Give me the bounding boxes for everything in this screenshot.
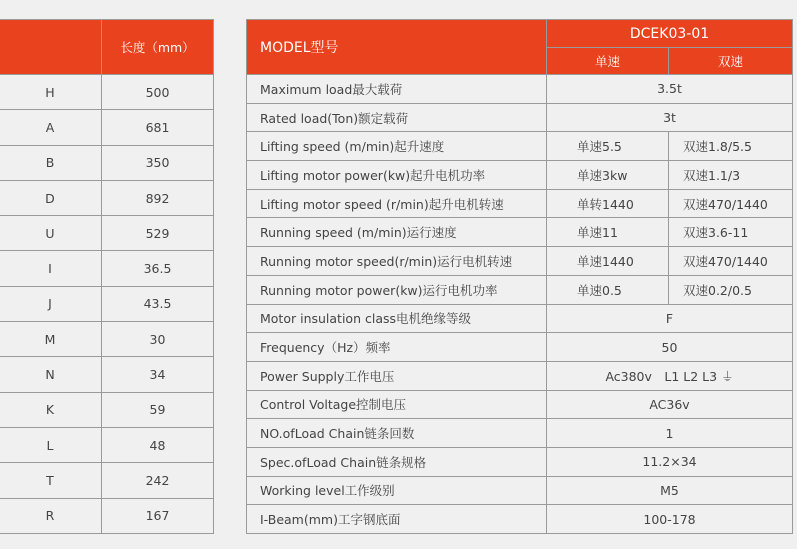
table-row — [0, 145, 214, 180]
dimension-code: T — [0, 463, 102, 498]
single-speed-value: 单速5.5 — [547, 132, 669, 161]
spec-value: Ac380v L1 L2 L3 ⏚ — [547, 361, 793, 390]
dimension-code: M — [0, 322, 102, 357]
length-value: 36.5 — [102, 251, 214, 286]
table-row — [247, 304, 793, 333]
table-row — [247, 275, 793, 304]
spec-label: Lifting motor speed (r/min)起升电机转速 — [247, 189, 547, 218]
length-value: 681 — [102, 110, 214, 145]
dimension-code: K — [0, 392, 102, 427]
table-row — [247, 103, 793, 132]
table-row — [247, 419, 793, 448]
length-value: 48 — [102, 427, 214, 462]
table-row — [247, 218, 793, 247]
double-speed-value: 双速470/1440 — [669, 189, 793, 218]
spec-label: Working level工作级别 — [247, 476, 547, 505]
spec-label: Running motor power(kw)运行电机功率 — [247, 275, 547, 304]
table-row — [247, 476, 793, 505]
table-row — [247, 447, 793, 476]
spec-value: F — [547, 304, 793, 333]
dimension-code: D — [0, 180, 102, 215]
spec-value: AC36v — [547, 390, 793, 419]
single-speed-value: 单转1440 — [547, 189, 669, 218]
spec-value: 11.2×34 — [547, 447, 793, 476]
dimension-code: B — [0, 145, 102, 180]
dimension-code: I — [0, 251, 102, 286]
spec-label: Frequency（Hz）频率 — [247, 333, 547, 362]
length-value: 892 — [102, 180, 214, 215]
double-speed-value: 双速1.8/5.5 — [669, 132, 793, 161]
double-speed-value: 双速470/1440 — [669, 247, 793, 276]
table-row — [247, 75, 793, 104]
length-value: 43.5 — [102, 286, 214, 321]
table-row — [0, 357, 214, 392]
spec-table — [246, 19, 793, 534]
table-row — [0, 322, 214, 357]
spec-label: Lifting motor power(kw)起升电机功率 — [247, 161, 547, 190]
length-value: 59 — [102, 392, 214, 427]
spec-value: 1 — [547, 419, 793, 448]
table-row — [0, 392, 214, 427]
dimension-code: L — [0, 427, 102, 462]
table-row — [0, 463, 214, 498]
single-speed-value: 单速11 — [547, 218, 669, 247]
dimension-code: J — [0, 286, 102, 321]
double-speed-value: 双速1.1/3 — [669, 161, 793, 190]
double-speed-header: 双速 — [669, 48, 793, 75]
single-speed-value: 单速1440 — [547, 247, 669, 276]
double-speed-value: 双速0.2/0.5 — [669, 275, 793, 304]
table-row — [247, 390, 793, 419]
table-row — [0, 427, 214, 462]
single-speed-header: 单速 — [547, 48, 669, 75]
table-row — [0, 180, 214, 215]
spec-value: 100-178 — [547, 505, 793, 534]
dimension-code: N — [0, 357, 102, 392]
table-row — [0, 75, 214, 110]
dimension-code: R — [0, 498, 102, 533]
spec-label: Running speed (m/min)运行速度 — [247, 218, 547, 247]
table-row — [0, 216, 214, 251]
spec-label: Rated load(Ton)额定载荷 — [247, 103, 547, 132]
dimension-code: U — [0, 216, 102, 251]
table-row — [247, 161, 793, 190]
table-row — [247, 189, 793, 218]
model-label: MODEL型号 — [247, 20, 547, 75]
single-speed-value: 单速0.5 — [547, 275, 669, 304]
table-row — [0, 498, 214, 533]
length-value: 30 — [102, 322, 214, 357]
length-value: 350 — [102, 145, 214, 180]
dimension-header-blank — [0, 20, 102, 75]
length-header: 长度（mm） — [102, 20, 214, 75]
dimension-table — [0, 19, 214, 534]
spec-label: Spec.ofLoad Chain链条规格 — [247, 447, 547, 476]
table-row — [247, 247, 793, 276]
double-speed-value: 双速3.6-11 — [669, 218, 793, 247]
spec-value: 50 — [547, 333, 793, 362]
spec-label: Running motor speed(r/min)运行电机转速 — [247, 247, 547, 276]
spec-value: 3.5t — [547, 75, 793, 104]
length-value: 167 — [102, 498, 214, 533]
table-row — [247, 333, 793, 362]
table-row — [247, 361, 793, 390]
single-speed-value: 单速3kw — [547, 161, 669, 190]
spec-label: Power Supply工作电压 — [247, 361, 547, 390]
spec-label: NO.ofLoad Chain链条回数 — [247, 419, 547, 448]
spec-label: Maximum load最大载荷 — [247, 75, 547, 104]
dimension-code: H — [0, 75, 102, 110]
table-row — [0, 251, 214, 286]
table-row — [247, 505, 793, 534]
spec-label: Control Voltage控制电压 — [247, 390, 547, 419]
spec-label: Lifting speed (m/min)起升速度 — [247, 132, 547, 161]
model-value: DCEK03-01 — [547, 20, 793, 48]
table-row — [0, 286, 214, 321]
dimension-code: A — [0, 110, 102, 145]
spec-label: Motor insulation class电机绝缘等级 — [247, 304, 547, 333]
spec-value: M5 — [547, 476, 793, 505]
length-value: 242 — [102, 463, 214, 498]
spec-label: I-Beam(mm)工字钢底面 — [247, 505, 547, 534]
table-row — [0, 110, 214, 145]
spec-value: 3t — [547, 103, 793, 132]
length-value: 529 — [102, 216, 214, 251]
length-value: 500 — [102, 75, 214, 110]
table-row — [247, 132, 793, 161]
length-value: 34 — [102, 357, 214, 392]
